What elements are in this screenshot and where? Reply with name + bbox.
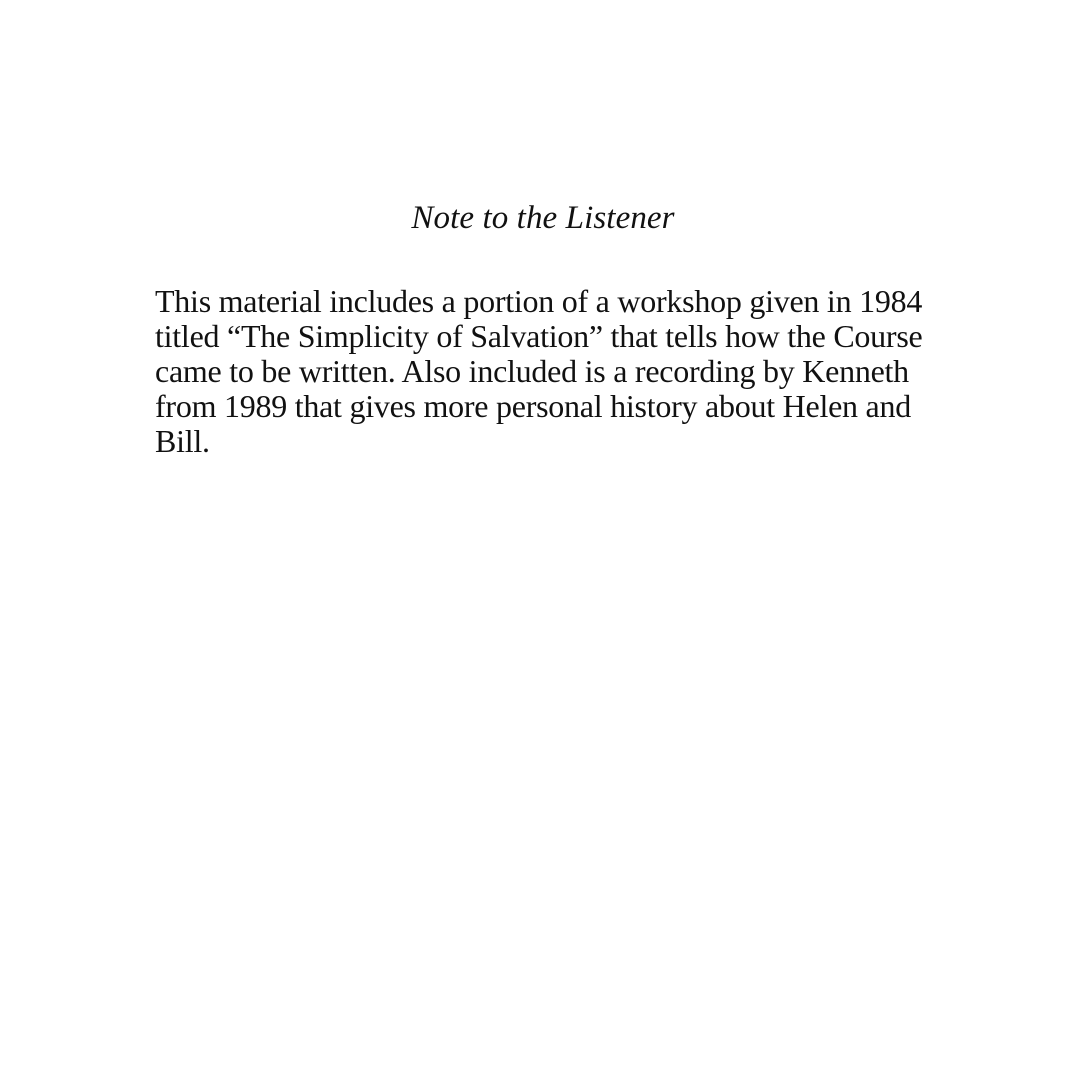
body-line: This material includes a portion of a workshop given in 1984 <box>155 283 923 319</box>
body-line: titled “The Simplicity of Salvation” that tells how the Course <box>155 318 923 354</box>
page-title: Note to the Listener <box>411 200 675 236</box>
body-paragraph <box>155 284 945 459</box>
body-line: Bill. <box>155 423 210 459</box>
body-line: from 1989 that gives more personal history about Helen and <box>155 388 911 424</box>
body-line: came to be written. Also included is a recording by Kenneth <box>155 353 909 389</box>
